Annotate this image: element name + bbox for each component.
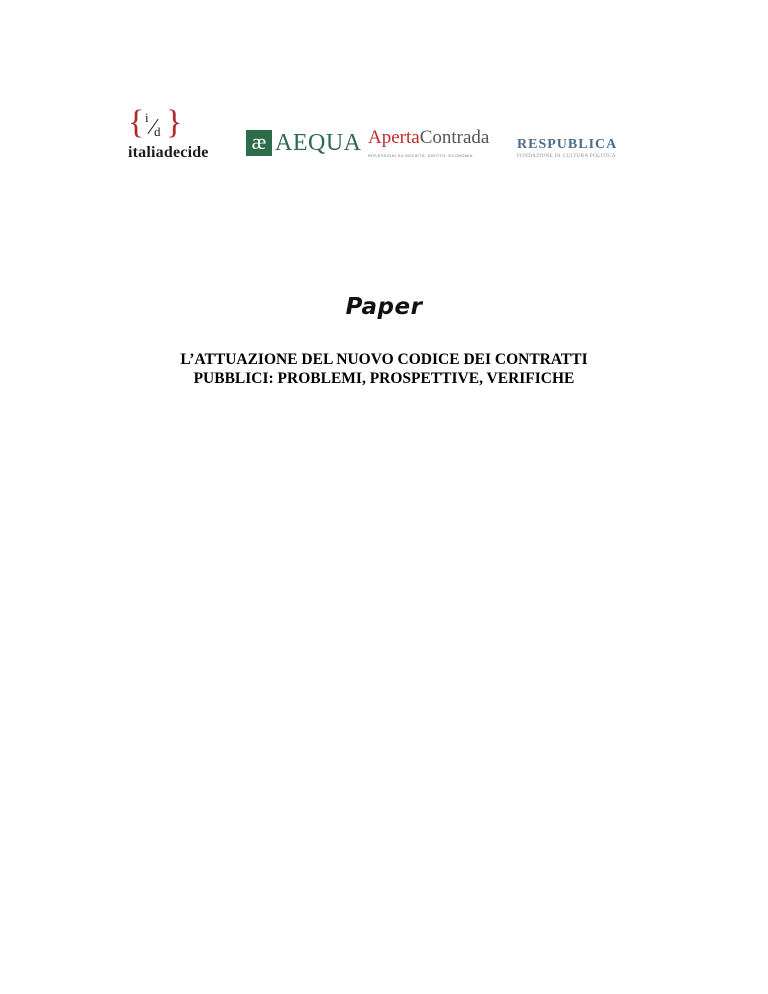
italiadecide-mark bbox=[128, 104, 183, 144]
apertacontrada-name-part2: Contrada bbox=[419, 127, 490, 148]
respublica-logo bbox=[517, 138, 652, 159]
respublica-tagline: FONDAZIONE DI CULTURA POLITICA bbox=[517, 154, 616, 159]
italiadecide-name: italiadecide bbox=[128, 144, 209, 161]
apertacontrada-name bbox=[368, 128, 508, 148]
apertacontrada-name-part1: Aperta bbox=[368, 127, 420, 148]
document-title-line-2: PUBBLICI: PROBLEMI, PROSPETTIVE, VERIFICHE bbox=[193, 370, 575, 387]
document-type-label: Paper bbox=[345, 294, 423, 320]
respublica-name: RESPUBLICA bbox=[517, 137, 618, 152]
document-title bbox=[84, 350, 684, 388]
logo-strip bbox=[0, 104, 768, 168]
left-brace-icon: { bbox=[128, 104, 145, 141]
italiadecide-logo bbox=[128, 104, 228, 166]
right-brace-icon: } bbox=[166, 104, 183, 141]
apertacontrada-tagline: RIFLESSIONI SU SOCIETÀ, DIRITTO, ECONOMIA bbox=[368, 153, 473, 158]
apertacontrada-logo bbox=[368, 128, 508, 158]
document-title-line-1: L’ATTUAZIONE DEL NUOVO CODICE DEI CONTRATTI bbox=[180, 351, 588, 368]
fraction-mark bbox=[142, 112, 166, 142]
aequa-name: AEQUA bbox=[275, 130, 362, 156]
aequa-mark: æ bbox=[246, 130, 272, 156]
mark-letter-i: i bbox=[145, 110, 149, 125]
mark-letter-d: d bbox=[154, 124, 161, 139]
